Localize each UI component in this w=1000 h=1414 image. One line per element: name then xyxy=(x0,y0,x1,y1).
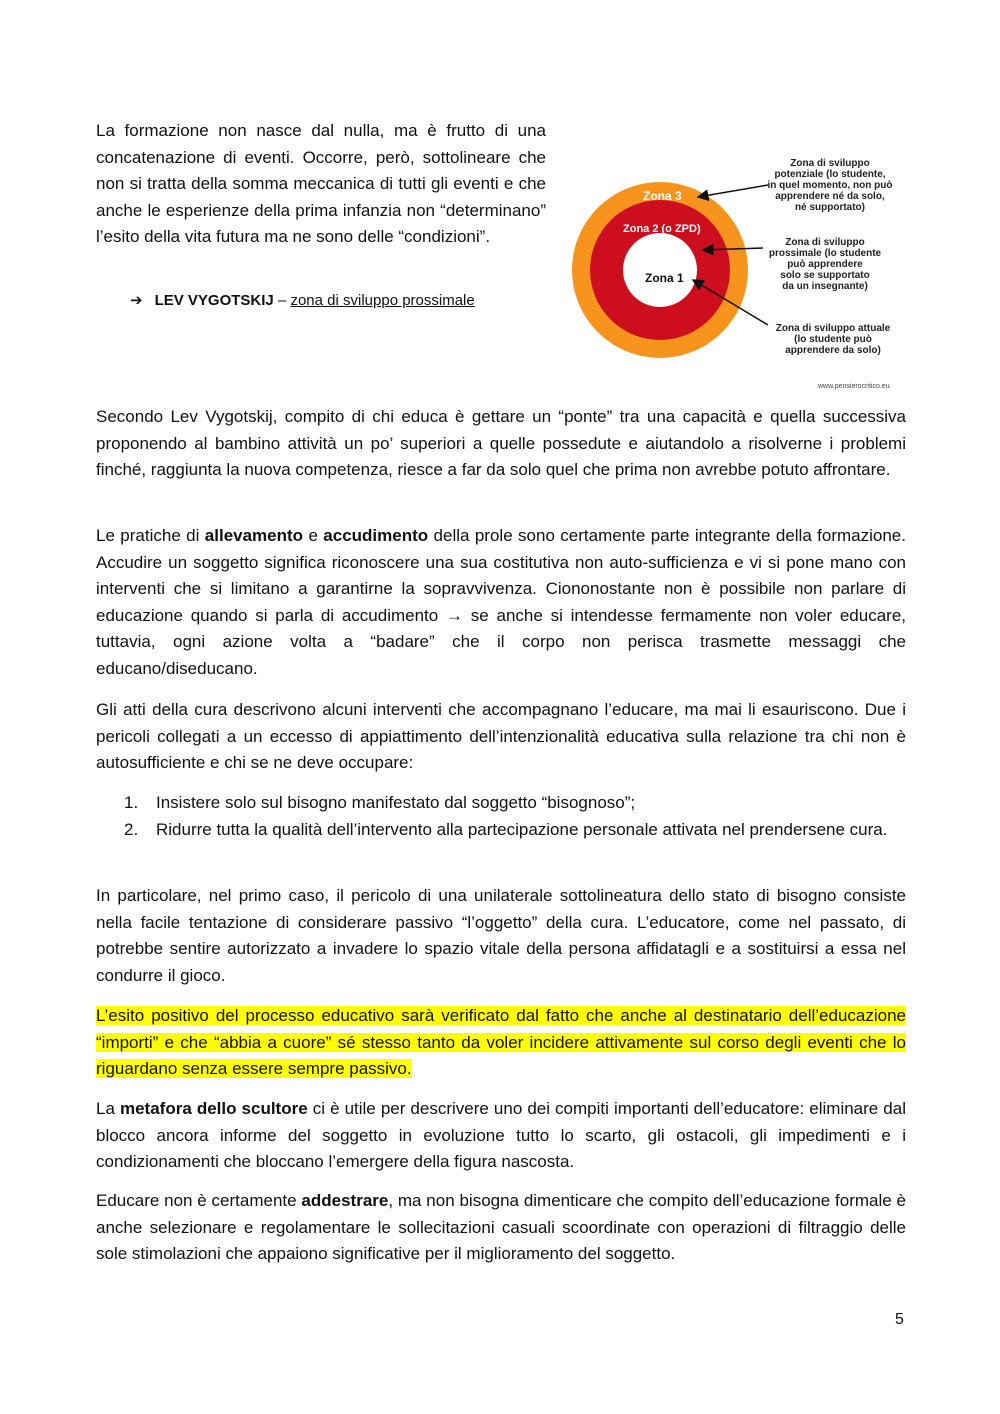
label-proximal xyxy=(769,237,882,292)
list-item xyxy=(124,790,906,817)
zone2-label: Zona 2 (o ZPD) xyxy=(623,223,701,235)
numbered-list xyxy=(124,790,906,843)
page-number: 5 xyxy=(895,1311,904,1328)
bold-allevamento: allevamento xyxy=(204,526,304,545)
bold-metafora: metafora dello scultore xyxy=(119,1099,308,1118)
svg-text:può apprendere: può apprendere xyxy=(787,259,863,270)
list-text: Ridurre tutta la qualità dell’intervento alla partecipazione personale attivata nel prendersene cura. xyxy=(156,819,888,839)
right-arrow-icon: ➔ xyxy=(130,292,143,309)
paragraph-cura: Gli atti della cura descrivono alcuni interventi che accompagnano l’educare, ma mai li esauriscono. Due i pericoli collegati a un eccesso di appiattimento dell’intenzionalità educativa sulla relazione tra chi non è autosufficiente e chi se ne deve occupare: xyxy=(96,700,906,773)
lev-topic: zona di sviluppo prossimale xyxy=(290,292,475,309)
list-item xyxy=(124,817,906,844)
svg-text:in quel momento, non può: in quel momento, non può xyxy=(767,180,893,191)
paragraph-primo-caso: In particolare, nel primo caso, il pericolo di una unilaterale sottolineatura dello stato di bisogno consiste nella facile tentazione di considerare passivo “l’oggetto” della cura. L’educatore, come nel passato, di potrebbe sentire autorizzato a invadere lo spazio vitale della persona affidatagli e a sostituirsi a essa nel condurre il gioco. xyxy=(96,886,906,985)
paragraph-vygotskij: Secondo Lev Vygotskij, compito di chi educa è gettare un “ponte” tra una capacità e quella successiva proponendo al bambino attività un po’ superiori a quelle possedute e aiutandolo a risolverne i problemi finché, raggiunta la nuova competenza, riesce a far da solo quel che prima non avrebbe potuto affrontare. xyxy=(96,407,906,480)
svg-text:né supportato): né supportato) xyxy=(795,202,865,213)
text-run: ci è utile per descrivere uno dei compiti importanti dell’educatore: eliminare dal blocco ancora informe del soggetto in evoluzione tutto lo scarto, gli ostacoli, gli impedimenti e i condizionamenti che bloccano l’emergere della figura nascosta. xyxy=(96,1099,906,1172)
svg-text:prossimale (lo studente: prossimale (lo studente xyxy=(768,248,882,259)
zone3-label: Zona 3 xyxy=(643,189,682,203)
svg-text:Zona di sviluppo: Zona di sviluppo xyxy=(790,158,870,169)
bold-accudimento: accudimento xyxy=(323,526,429,545)
list-text: Insistere solo sul bisogno manifestato dal soggetto “bisognoso”; xyxy=(156,793,636,812)
lev-name: LEV VYGOTSKIJ xyxy=(154,292,274,309)
text-run: La xyxy=(96,1099,120,1118)
svg-text:Zona di sviluppo: Zona di sviluppo xyxy=(785,237,865,248)
svg-text:da un insegnante): da un insegnante) xyxy=(782,281,868,292)
paragraph-accudimento xyxy=(96,523,906,683)
text-run: della prole sono certamente parte integrante della formazione. Accudire un soggetto significa riconoscere una sua costitutiva non auto-sufficienza e vi si pone mano con interventi che si limitano a garantirne la sopravvivenza. Ciononostante non è possibile non parlare di educazione quando si parla di accudimento xyxy=(96,526,906,625)
intro-paragraph: La formazione non nasce dal nulla, ma è frutto di una concatenazione di eventi. Occorre, però, sottolineare che non si tratta della somma meccanica di tutti gli eventi e che anche le esperienze della prima infanzia non “determinano” l’esito della vita futura ma ne sono delle “condizioni”. xyxy=(96,121,546,247)
svg-text:Zona di sviluppo attuale: Zona di sviluppo attuale xyxy=(775,323,891,334)
paragraph-scultore xyxy=(96,1096,906,1176)
svg-text:apprendere da solo): apprendere da solo) xyxy=(785,345,881,356)
paragraph-addestrare xyxy=(96,1188,906,1268)
bold-addestrare: addestrare xyxy=(301,1191,389,1210)
right-arrow-icon: → xyxy=(446,605,463,625)
zone1-core xyxy=(623,233,697,307)
lev-vygotskij-bullet xyxy=(130,290,475,312)
zpd-diagram xyxy=(563,150,908,395)
label-potential xyxy=(768,158,893,213)
text-run: e xyxy=(303,526,324,545)
text-run: se anche si intendesse fermamente non voler educare, tuttavia, ogni azione volta a “badare” che il corpo non perisca trasmette messaggi che educano/diseducano. xyxy=(96,605,906,678)
list-number: 1. xyxy=(124,793,139,812)
highlighted-text: L’esito positivo del processo educativo sarà verificato dal fatto che anche al destinatario dell’educazione “importi” e che “abbia a cuore” sé stesso tanto da voler incidere attivamente sul corso degli eventi che lo riguardano senza essere sempre passivo. xyxy=(96,1006,906,1079)
label-actual xyxy=(776,323,891,356)
text-run: Educare non è certamente xyxy=(96,1191,302,1210)
diagram-source: www.pensierocritico.eu xyxy=(818,383,890,390)
text-run: , ma non bisogna dimenticare che compito dell’educazione formale è anche selezionare e regolamentare le sollecitazioni casuali scoordinate con operazioni di filtraggio delle sole stimolazioni che appaiono significative per il miglioramento del soggetto. xyxy=(96,1191,906,1264)
text-run: Le pratiche di xyxy=(96,526,205,545)
svg-text:potenziale (lo studente,: potenziale (lo studente, xyxy=(774,169,886,180)
lev-dash: – xyxy=(273,292,291,309)
list-number: 2. xyxy=(124,819,139,839)
svg-text:(lo studente può: (lo studente può xyxy=(794,334,872,345)
svg-text:apprendere né da solo,: apprendere né da solo, xyxy=(775,191,885,202)
zone1-label: Zona 1 xyxy=(645,271,684,285)
arrow-potential xyxy=(698,185,768,197)
paragraph-highlighted xyxy=(96,1003,906,1083)
svg-text:solo se supportato: solo se supportato xyxy=(780,270,870,281)
